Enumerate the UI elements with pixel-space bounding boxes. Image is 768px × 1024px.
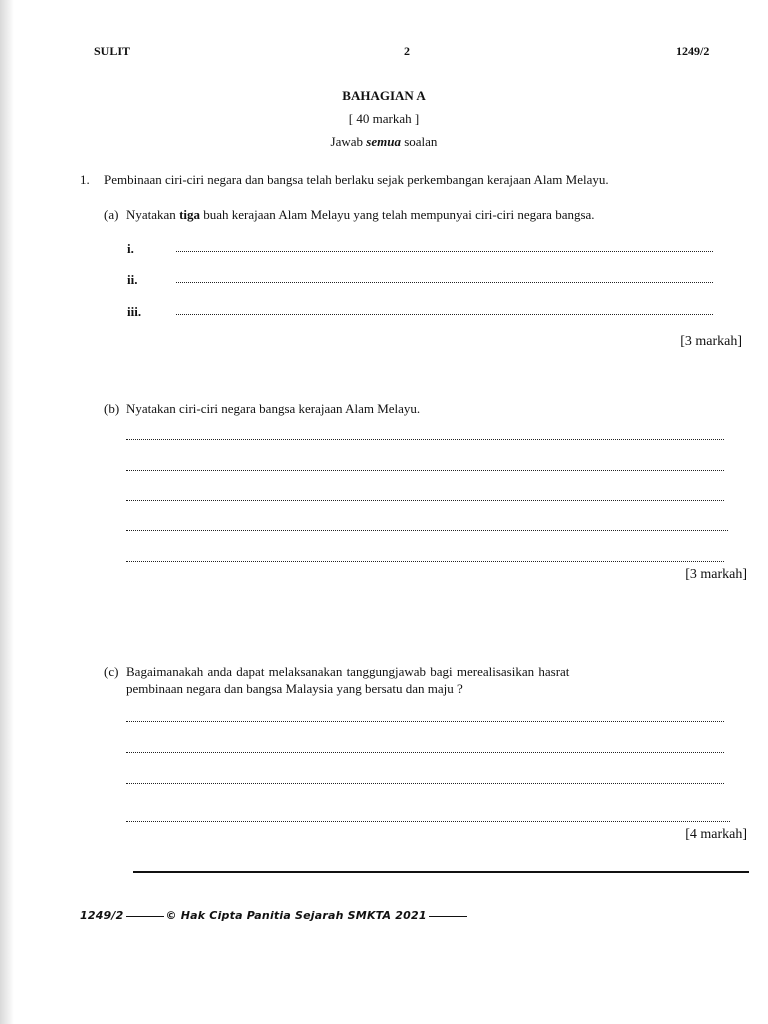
header-page-number: 2 — [404, 44, 410, 58]
footer-divider-2 — [429, 916, 467, 917]
answer-line-b2[interactable] — [126, 470, 724, 471]
answer-line-c1[interactable] — [126, 721, 724, 722]
part-a-marks: [3 markah] — [680, 334, 742, 349]
part-a-label: (a) — [104, 207, 119, 222]
section-marks: [ 40 markah ] — [348, 111, 420, 126]
part-b-label: (b) — [104, 401, 120, 416]
part-c-line1: Bagaimanakah anda dapat melaksanakan tanggungjawab bagi merealisasikan hasrat — [126, 664, 570, 679]
header-paper-code: 1249/2 — [676, 44, 710, 58]
part-b-text: Nyatakan ciri-ciri negara bangsa kerajaan Alam Melayu. — [126, 401, 421, 416]
answer-line-c4[interactable] — [126, 821, 730, 822]
part-a-text — [126, 207, 595, 223]
part-a-text-bold: tiga — [179, 207, 201, 222]
question-stem: Pembinaan ciri-ciri negara dan bangsa telah berlaku sejak perkembangan kerajaan Alam Melayu. — [104, 172, 609, 187]
footer-copyright: © Hak Cipta Panitia Sejarah SMKTA 2021 — [165, 909, 427, 922]
footer-rule — [133, 871, 749, 873]
instruction-emphasis: semua — [366, 134, 401, 149]
answer-line-c3[interactable] — [126, 783, 724, 784]
section-instruction — [0, 134, 768, 150]
question-number: 1. — [80, 172, 90, 187]
footer-divider-1 — [126, 916, 164, 917]
answer-line-c2[interactable] — [126, 752, 724, 753]
part-a-item-i: i. — [127, 241, 134, 256]
answer-line-a2[interactable] — [176, 282, 713, 283]
instruction-pre: Jawab — [330, 134, 367, 149]
part-a-item-iii: iii. — [127, 304, 142, 319]
instruction-post: soalan — [400, 134, 438, 149]
part-c-label: (c) — [104, 664, 119, 679]
answer-line-a1[interactable] — [176, 251, 713, 252]
header-sulit: SULIT — [94, 44, 131, 58]
part-a-text-pre: Nyatakan — [126, 207, 180, 222]
part-b-marks: [3 markah] — [685, 567, 747, 582]
answer-line-a3[interactable] — [176, 314, 713, 315]
part-c-marks: [4 markah] — [685, 827, 747, 842]
answer-line-b5[interactable] — [126, 561, 724, 562]
answer-line-b3[interactable] — [126, 500, 724, 501]
part-c-line2: pembinaan negara dan bangsa Malaysia yang bersatu dan maju ? — [126, 681, 463, 696]
answer-line-b4[interactable] — [126, 530, 728, 531]
section-title: BAHAGIAN A — [342, 88, 426, 103]
page-edge-shadow — [0, 0, 14, 1024]
footer-code: 1249/2 — [80, 909, 124, 922]
answer-line-b1[interactable] — [126, 439, 724, 440]
part-a-text-post: buah kerajaan Alam Melayu yang telah mempunyai ciri-ciri negara bangsa. — [200, 207, 595, 222]
part-a-item-ii: ii. — [127, 272, 138, 287]
footer — [80, 909, 469, 922]
